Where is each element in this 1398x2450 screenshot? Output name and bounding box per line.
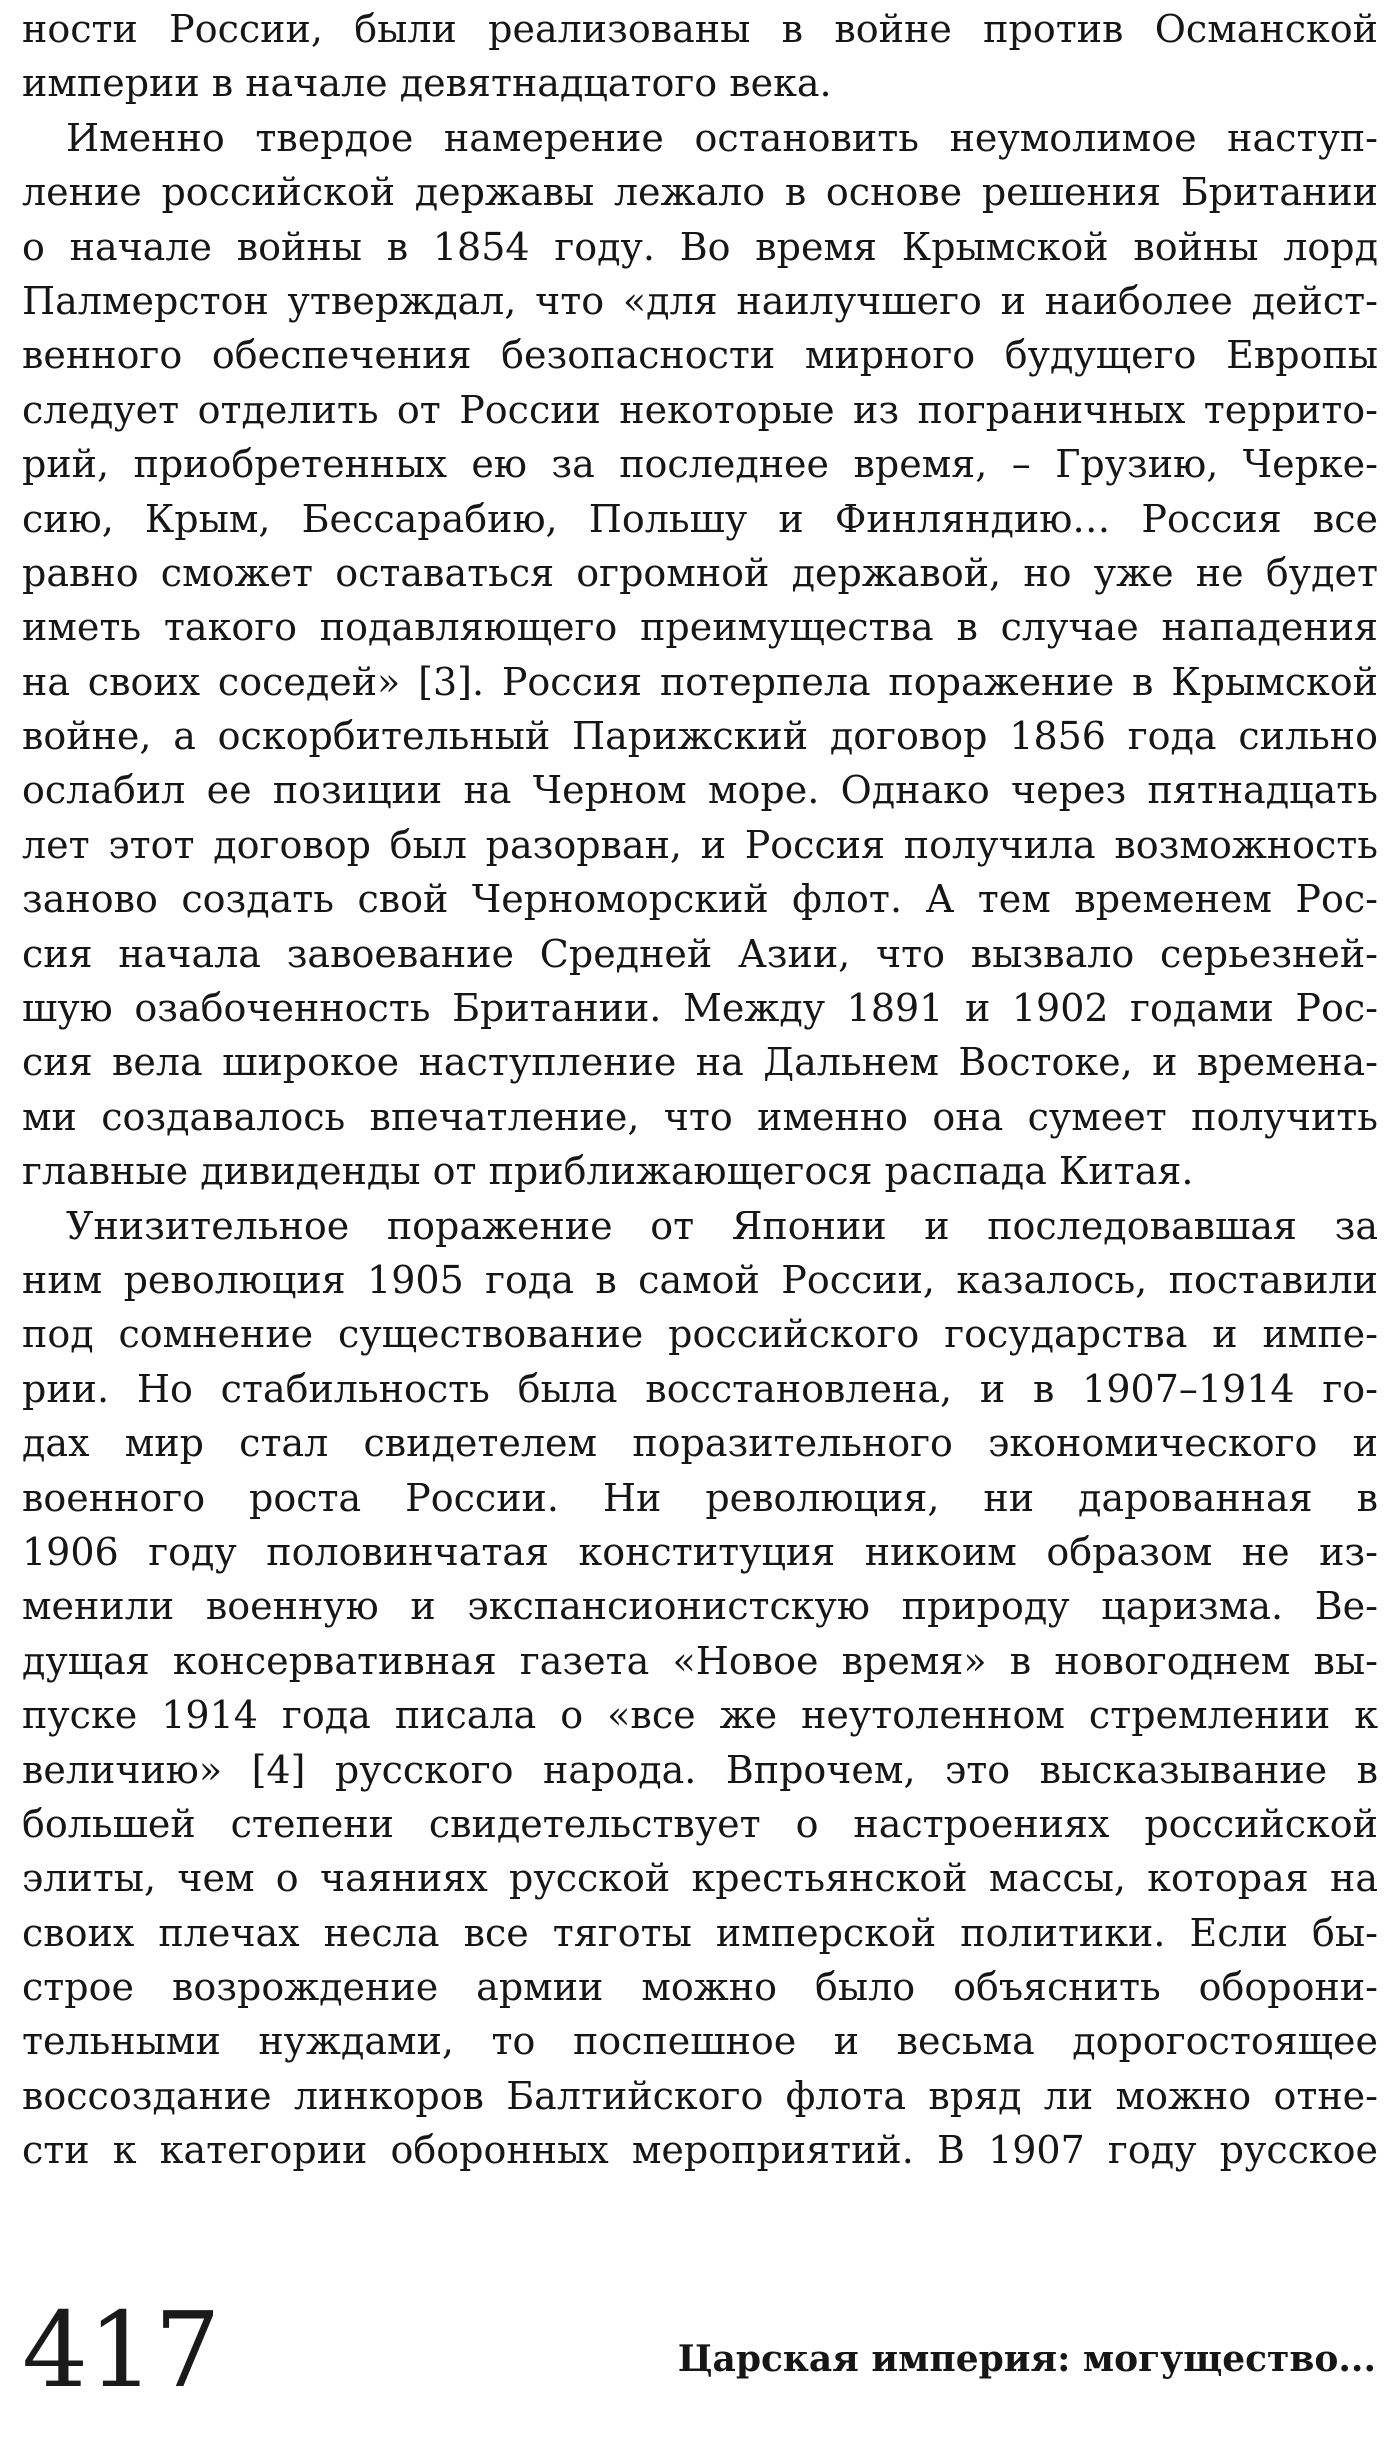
text-line: о начале войны в 1854 году. Во время Крымской войны лорд [22,224,1378,269]
text-line: дах мир стал свидетелем поразительного экономического и [22,1421,1378,1466]
text-line: ослабил ее позиции на Черном море. Однако через пятнадцать [22,768,1378,813]
text-line: империи в начале девятнадцатого века. [22,61,832,106]
paragraph-2 [22,111,1378,1199]
text-line: заново создать свой Черноморский флот. А тем временем Рос- [22,877,1378,922]
text-line: сия вела широкое наступление на Дальнем Востоке, и времена- [22,1040,1378,1085]
page-number: 417 [22,2289,221,2411]
text-line: тельными нуждами, то поспешное и весьма дорогостоящее [22,2019,1378,2064]
text-line: Унизительное поражение от Японии и последовавшая за [66,1203,1378,1248]
paragraph-3 [22,1199,1378,2178]
text-line: иметь такого подавляющего преимущества в случае нападения [22,605,1378,650]
text-line: рии. Но стабильность была восстановлена, и в 1907–1914 го- [22,1366,1378,1411]
body-text [22,2,1378,2178]
text-line: пуске 1914 года писала о «все же неутоленном стремлении к [22,1693,1378,1738]
text-line: венного обеспечения безопасности мирного будущего Европы [22,333,1378,378]
text-line: следует отделить от России некоторые из пограничных террито- [22,387,1378,432]
text-line: воссоздание линкоров Балтийского флота вряд ли можно отне- [22,2073,1378,2118]
text-line: равно сможет оставаться огромной державой, но уже не будет [22,550,1378,595]
text-line: ми создавалось впечатление, что именно она сумеет получить [22,1094,1378,1139]
text-line: под сомнение существование российского государства и импе- [22,1312,1378,1357]
text-line: сти к категории оборонных мероприятий. В 1907 году русское [22,2128,1378,2173]
text-line: военного роста России. Ни революция, ни дарованная в [22,1475,1378,1520]
text-line: сия начала завоевание Средней Азии, что вызвало серьезней- [22,931,1378,976]
text-line: величию» [4] русского народа. Впрочем, это высказывание в [22,1747,1378,1792]
text-line: Именно твердое намерение остановить неумолимое наступ- [66,115,1378,160]
text-line: строе возрождение армии можно было объяснить оборони- [22,1965,1378,2010]
text-line: ности России, были реализованы в войне против Османской [22,7,1378,51]
text-line: шую озабоченность Британии. Между 1891 и 1902 годами Рос- [22,986,1378,1031]
text-line: рий, приобретенных ею за последнее время, – Грузию, Черке- [22,442,1378,487]
running-title: Царская империя: могущество... [677,2338,1376,2380]
text-line: менили военную и экспансионистскую природу царизма. Ве- [22,1584,1378,1629]
text-line: Палмерстон утверждал, что «для наилучшего и наиболее дейст- [22,278,1378,323]
text-line: сию, Крым, Бессарабию, Польшу и Финляндию… Россия все [22,496,1378,541]
text-line: на своих соседей» [3]. Россия потерпела поражение в Крымской [22,659,1378,704]
page-footer [22,2290,1376,2410]
text-line: ним революция 1905 года в самой России, казалось, поставили [22,1257,1378,1302]
text-line: лет этот договор был разорван, и Россия получила возможность [22,822,1378,867]
text-line: 1906 году половинчатая конституция никоим образом не из- [22,1529,1378,1574]
text-line: элиты, чем о чаяниях русской крестьянской массы, которая на [22,1856,1378,1901]
paragraph-1 [22,2,1378,111]
text-line: своих плечах несла все тяготы имперской политики. Если бы- [22,1910,1378,1955]
text-line: главные дивиденды от приближающегося распада Китая. [22,1149,1194,1194]
text-line: дущая консервативная газета «Новое время» в новогоднем вы- [22,1638,1378,1683]
text-line: большей степени свидетельствует о настроениях российской [22,1801,1378,1846]
text-line: войне, а оскорбительный Парижский договор 1856 года сильно [22,714,1378,759]
text-line: ление российской державы лежало в основе решения Британии [22,170,1378,215]
